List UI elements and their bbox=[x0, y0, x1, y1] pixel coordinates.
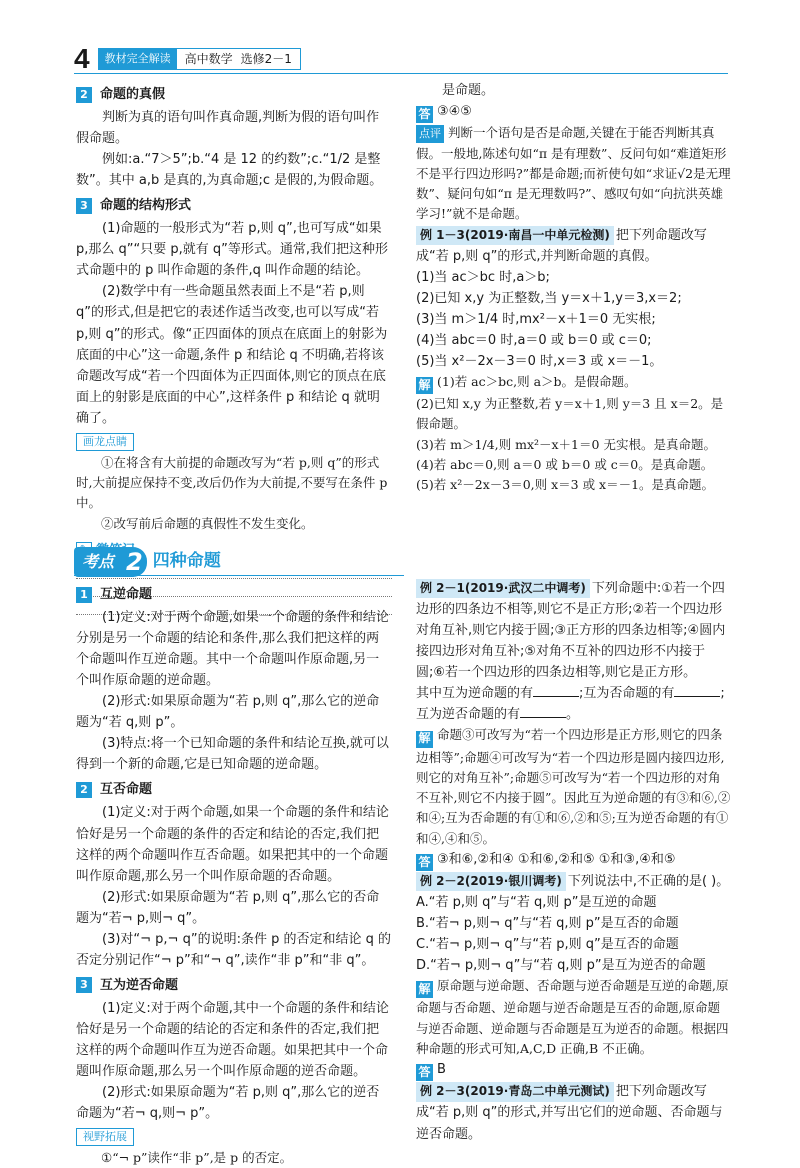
example-item: (2)已知 x,y 为正整数,当 y＝x＋1,y＝3,x＝2; bbox=[416, 290, 682, 306]
answer-text: B bbox=[437, 1062, 446, 1078]
section-title: 命题的结构形式 bbox=[100, 198, 192, 214]
section-title: 互否命题 bbox=[100, 782, 153, 798]
option-a: A.“若 p,则 q”与“若 q,则 p”是互逆的命题 bbox=[416, 895, 657, 911]
solution-text: 原命题与逆命题、否命题与逆否命题是互逆的命题,原命题与否命题、逆命题与逆否命题是互否的命题,原命题与逆否命题、逆命题与否命题是互为逆否的命题。根据四种命题的形式可知,A,C,D 正确,B 不正确。 bbox=[416, 978, 729, 1056]
option-d: D.“若¬ p,则¬ q”与“若 q,则 p”是互为逆否的命题 bbox=[416, 958, 706, 974]
example-tag: 例 2－2(2019·银川调考) bbox=[416, 872, 566, 891]
tip-label: 画龙点睛 bbox=[76, 433, 134, 451]
section-heading-contrapositive bbox=[76, 975, 392, 996]
section-number: 3 bbox=[76, 977, 92, 993]
topic-banner bbox=[74, 547, 221, 577]
answer-text: ③④⑤ bbox=[437, 104, 472, 120]
answer-2-2 bbox=[416, 1059, 732, 1081]
paragraph: (2)数学中有一些命题虽然表面上不是“若 p,则 q”的形式,但是把它的表述作适当改变,也可以写成“若 p,则 q”的形式。像“正四面体的顶点在底面上的射影为底面的中心”这一命题,条件 p 和结论 q 不明确,若将该命题改写成“若一个四面体为正四面体,则它的顶点在底面上的射影是底面的中心”,这样条件 p 和结论 q 就明确了。 bbox=[76, 284, 388, 426]
blank-prompt: 其中互为逆命题的有 bbox=[416, 686, 534, 702]
comment-tag: 点评 bbox=[416, 125, 444, 143]
paragraph: 例如:a.“7＞5”;b.“4 是 12 的约数”;c.“1/2 是整数”。其中 a,b 是真的,为真命题;c 是假的,为假命题。 bbox=[76, 152, 383, 189]
example-2-1 bbox=[416, 578, 732, 683]
section-heading-structure bbox=[76, 195, 392, 216]
solution-line bbox=[416, 372, 732, 394]
solution-line: (4)若 abc＝0,则 a＝0 或 b＝0 或 c＝0。是真命题。 bbox=[416, 456, 714, 472]
section-title: 互逆命题 bbox=[100, 587, 153, 602]
comment bbox=[416, 123, 732, 224]
blank-line bbox=[416, 683, 732, 725]
example-tag: 例 2－1(2019·武汉二中调考) bbox=[416, 579, 590, 598]
answer-tag: 答 bbox=[416, 106, 433, 123]
answer-line bbox=[416, 101, 732, 123]
topic-number: 2 bbox=[122, 547, 147, 577]
tip-label: 视野拓展 bbox=[76, 1128, 134, 1146]
answer-tag: 答 bbox=[416, 1064, 433, 1081]
tip-text: ①“¬ p”读作“非 p”,是 p 的否定。 bbox=[101, 1150, 293, 1166]
solution-tag: 解 bbox=[416, 981, 433, 998]
example-tag: 例 2－3(2019·青岛二中单元测试) bbox=[416, 1082, 614, 1101]
example-question: 下列命题中:①若一个四边形的四条边不相等,则它不是正方形;②若一个四边形对角互补,则它内接于圆;③正方形的四条边相等;④圆内接四边形对角互补;⑤对角不互补的四边形不内接于圆;⑥若一个四边形的四条边相等,则它是正方形。 bbox=[416, 581, 726, 681]
header-box bbox=[98, 48, 301, 70]
paragraph: (1)定义:对于两个命题,如果一个命题的条件和结论恰好是另一个命题的条件的否定和结论的否定,我们把这样的两个命题叫作互否命题。如果把其中的一个命题叫作原命题,那么另一个叫作原命题的否命题。 bbox=[76, 805, 389, 884]
solution-text: (1)若 ac＞bc,则 a＞b。是假命题。 bbox=[437, 373, 637, 389]
section-heading-truth bbox=[76, 84, 392, 105]
topic-rule bbox=[74, 575, 404, 576]
answer-text: ③和⑥,②和④ ①和⑥,②和⑤ ①和③,④和⑤ bbox=[437, 851, 676, 867]
answer-blank bbox=[674, 684, 720, 697]
left-column-top bbox=[76, 80, 392, 615]
paragraph: (2)形式:如果原命题为“若 p,则 q”,那么它的逆命题为“若 q,则 p”。 bbox=[76, 694, 380, 731]
topic-tag: 考点 bbox=[74, 547, 122, 577]
solution-line: (2)已知 x,y 为正整数,若 y＝x＋1,则 y＝3 且 x＝2。是假命题。 bbox=[416, 396, 724, 432]
section-number: 1 bbox=[76, 587, 92, 603]
section-title: 互为逆否命题 bbox=[100, 977, 179, 993]
section-number: 2 bbox=[76, 782, 92, 798]
solution-line: (3)若 m＞1/4,则 mx²－x＋1＝0 无实根。是真命题。 bbox=[416, 436, 716, 452]
section-number: 2 bbox=[76, 87, 92, 103]
right-column-bottom bbox=[416, 578, 732, 1145]
section-number: 3 bbox=[76, 198, 92, 214]
example-2-2 bbox=[416, 871, 732, 892]
example-item: (5)当 x²－2x－3＝0 时,x＝3 或 x＝－1。 bbox=[416, 353, 663, 369]
page-number: 4 bbox=[74, 43, 90, 74]
example-question: 下列说法中,不正确的是( )。 bbox=[567, 874, 730, 890]
tip-text: ①在将含有大前提的命题改写为“若 p,则 q”的形式时,大前提应保持不变,改后仍作为大前提,不要写在条件 p 中。 bbox=[76, 454, 388, 511]
solution-2-1 bbox=[416, 725, 732, 848]
example-2-3 bbox=[416, 1081, 732, 1144]
example-item: (3)当 m＞1/4 时,mx²－x＋1＝0 无实根; bbox=[416, 311, 656, 327]
left-column-bottom bbox=[76, 580, 392, 1168]
blank-prompt: ;互为逆否命题的有 bbox=[416, 686, 725, 723]
paragraph: (1)定义:对于两个命题,其中一个命题的条件和结论恰好是另一个命题的结论的否定和条件的否定,我们把这样的两个命题叫作互为逆否命题。如果把其中一个命题叫作原命题,那么另一个叫作原命题的逆否命题。 bbox=[76, 1000, 389, 1080]
topic-title: 四种命题 bbox=[152, 551, 221, 572]
paragraph: (1)定义:对于两个命题,如果一个命题的条件和结论分别是另一个命题的结论和条件,那么我们把这样的两个命题叫作互逆命题。其中一个命题叫作原命题,另一个叫作原命题的逆命题。 bbox=[76, 610, 389, 689]
option-c: C.“若¬ p,则¬ q”与“若 p,则 q”是互否的命题 bbox=[416, 937, 679, 953]
blank-end: 。 bbox=[566, 707, 580, 723]
module-label: 选修2－1 bbox=[240, 52, 292, 66]
subject-label: 高中数学 bbox=[184, 52, 233, 66]
paragraph: (3)对“¬ p,¬ q”的说明:条件 p 的否定和结论 q 的否定分别记作“¬ p”和“¬ q”,读作“非 p”和“非 q”。 bbox=[76, 931, 391, 968]
series-title: 教材完全解读 bbox=[99, 49, 177, 69]
solution-2-2 bbox=[416, 976, 732, 1059]
page-header bbox=[74, 43, 301, 74]
solution-line: (5)若 x²－2x－3＝0,则 x＝3 或 x＝－1。是真命题。 bbox=[416, 477, 715, 493]
paragraph: (2)形式:如果原命题为“若 p,则 q”,那么它的逆否命题为“若¬ q,则¬ p”。 bbox=[76, 1085, 380, 1122]
section-heading-converse bbox=[76, 584, 392, 605]
paragraph: (2)形式:如果原命题为“若 p,则 q”,那么它的否命题为“若¬ p,则¬ q”。 bbox=[76, 889, 380, 926]
answer-blank bbox=[533, 684, 579, 697]
solution-tag: 解 bbox=[416, 731, 433, 748]
paragraph: 是命题。 bbox=[442, 83, 495, 98]
example-1-3 bbox=[416, 225, 732, 267]
comment-text: 判断一个语句是否是命题,关键在于能否判断其真假。一般地,陈述句如“π 是有理数”、反问句如“难道矩形不是平行四边形吗?”都是命题;而祈使句如“求证√2是无理数”、疑问句如“π 是无理数吗?”、感叹句如“向抗洪英雄学习!”就不是命题。 bbox=[416, 125, 731, 222]
answer-blank bbox=[520, 705, 566, 718]
example-question: 把下列命题改写成“若 p,则 q”的形式,并判断命题的真假。 bbox=[416, 227, 707, 264]
example-question: 把下列命题改写成“若 p,则 q”的形式,并写出它们的逆命题、否命题与逆否命题。 bbox=[416, 1084, 723, 1142]
tip-text: ②改写前后命题的真假性不发生变化。 bbox=[101, 515, 314, 531]
solution-text: 命题③可改写为“若一个四边形是正方形,则它的四条边相等”;命题④可改写为“若一个四边形是圆内接四边形,则它的对角互补”;命题⑤可改写为“若一个四边形的对角不互补,则它不内接于圆”。因此互为逆命题的有③和⑥,②和④;互为否命题的有①和⑥,②和⑤;互为逆否命题的有①和④,④和⑤。 bbox=[416, 727, 731, 846]
example-item: (4)当 abc＝0 时,a＝0 或 b＝0 或 c＝0; bbox=[416, 332, 652, 348]
solution-tag: 解 bbox=[416, 377, 433, 394]
section-title: 命题的真假 bbox=[100, 87, 166, 102]
paragraph: (3)特点:将一个已知命题的条件和结论互换,就可以得到一个新的命题,它是已知命题的逆命题。 bbox=[76, 736, 389, 773]
option-b: B.“若¬ p,则¬ q”与“若 q,则 p”是互否的命题 bbox=[416, 916, 679, 932]
answer-2-1 bbox=[416, 849, 732, 871]
header-rule bbox=[74, 73, 728, 74]
example-tag: 例 1－3(2019·南昌一中单元检测) bbox=[416, 226, 614, 245]
right-column-top bbox=[416, 80, 732, 495]
example-item: (1)当 ac＞bc 时,a＞b; bbox=[416, 269, 550, 285]
paragraph: (1)命题的一般形式为“若 p,则 q”,也可写成“如果 p,那么 q”“只要 p,就有 q”等形式。通常,我们把这种形式命题中的 p 叫作命题的条件,q 叫作命题的结论。 bbox=[76, 221, 389, 279]
paragraph: 判断为真的语句叫作真命题,判断为假的语句叫作假命题。 bbox=[76, 110, 380, 147]
section-heading-inverse bbox=[76, 779, 392, 800]
answer-tag: 答 bbox=[416, 854, 433, 871]
blank-prompt: ;互为否命题的有 bbox=[579, 686, 675, 702]
